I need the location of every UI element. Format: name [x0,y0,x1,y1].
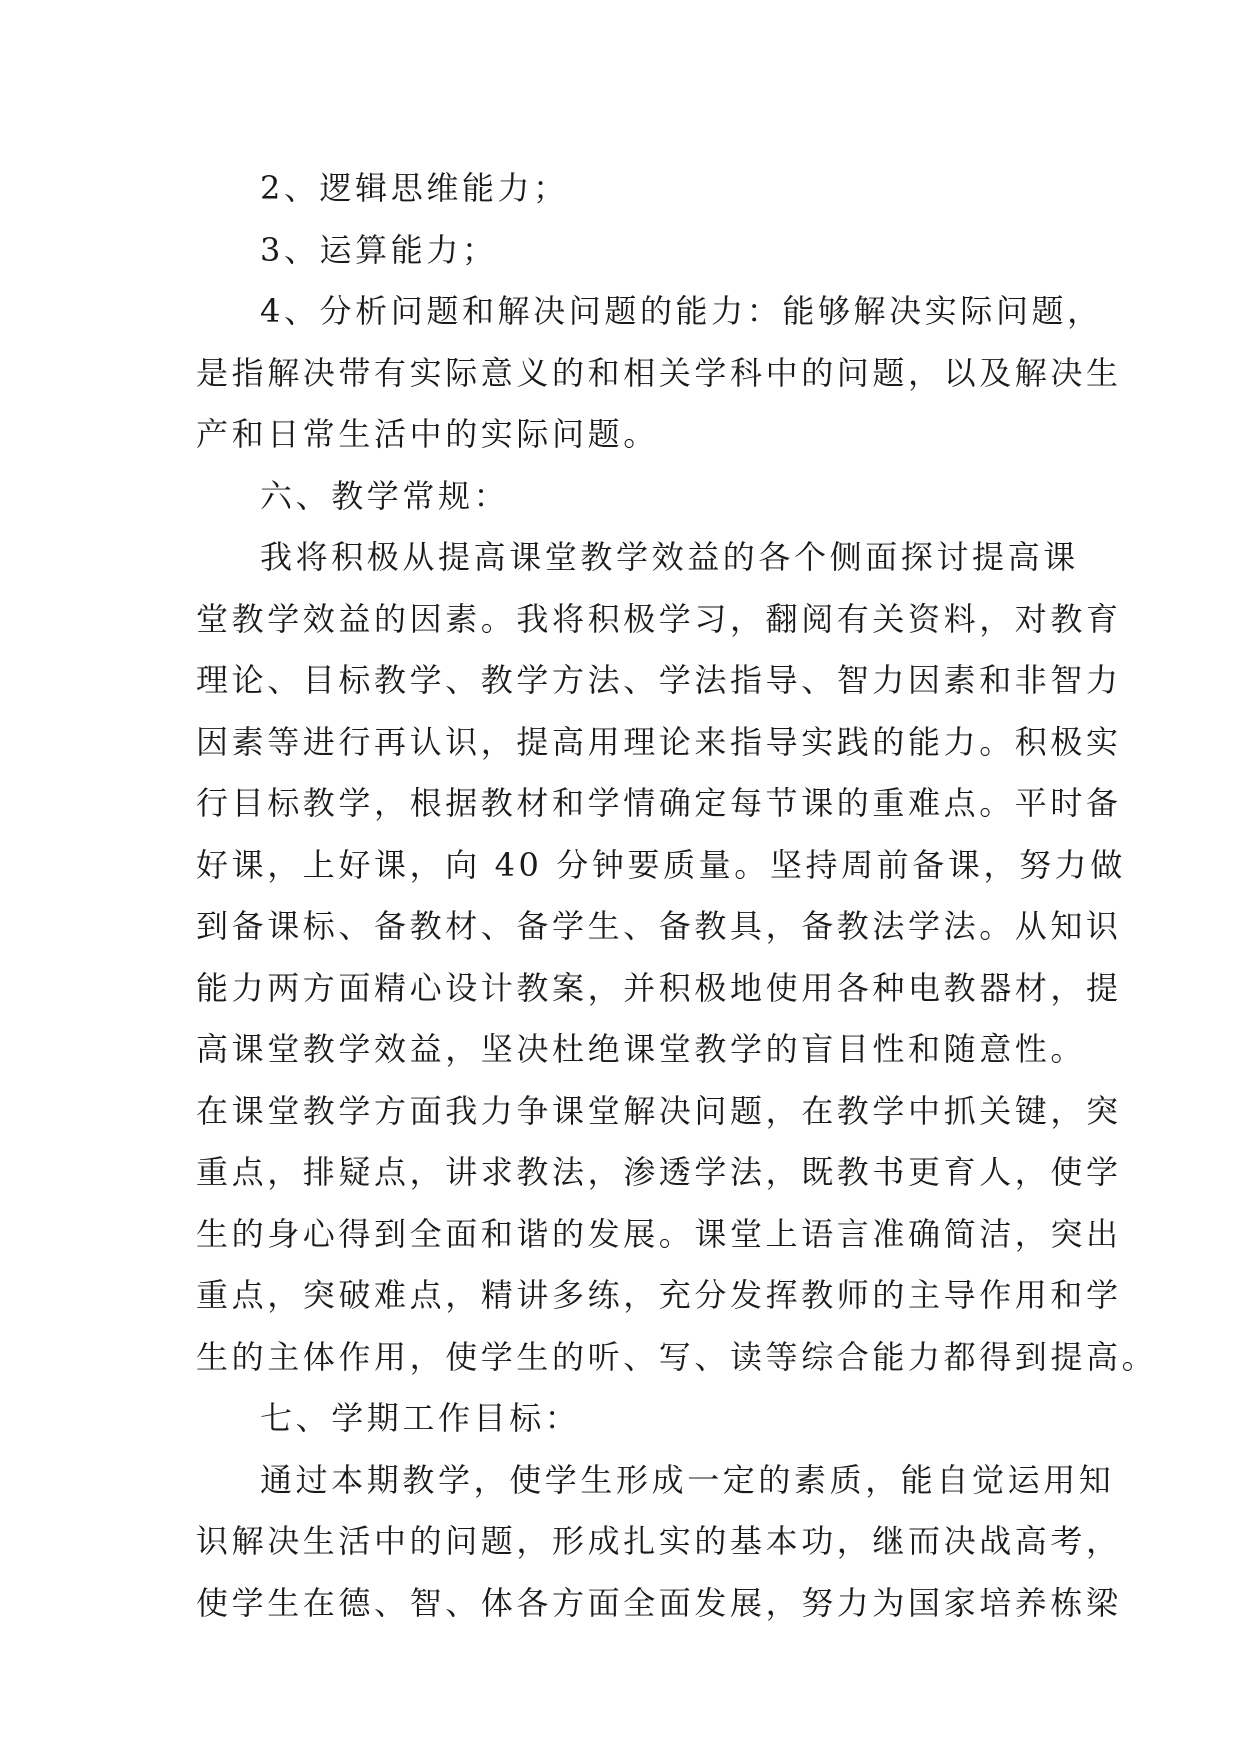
paragraph-line: 是指解决带有实际意义的和相关学科中的问题，以及解决生 [196,353,1122,392]
paragraph-line: 理论、目标教学、教学方法、学法指导、智力因素和非智力 [196,661,1122,699]
paragraph-line: 因素等进行再认识，提高用理论来指导实践的能力。积极实 [196,722,1122,761]
list-item-calculation: 3、运算能力； [260,230,498,269]
paragraph-line: 生的身心得到全面和谐的发展。课堂上语言准确简洁，突出 [196,1214,1122,1253]
paragraph-line: 重点，排疑点，讲求教法，渗透学法，既教书更育人，使学 [196,1153,1122,1191]
paragraph-line: 生的主体作用，使学生的听、写、读等综合能力都得到提高。 [196,1337,1158,1376]
section-heading-routine: 六、教学常规： [260,476,510,515]
paragraph-line: 在课堂教学方面我力争课堂解决问题，在教学中抓关键，突 [196,1091,1122,1130]
paragraph-line: 堂教学效益的因素。我将积极学习，翻阅有关资料，对教育 [196,599,1122,638]
paragraph-line: 重点，突破难点，精讲多练，充分发挥教师的主导作用和学 [196,1276,1122,1314]
paragraph-line: 到备课标、备教材、备学生、备教具，备教法学法。从知识 [196,907,1122,945]
paragraph-line: 行目标教学，根据教材和学情确定每节课的重难点。平时备 [196,784,1122,822]
paragraph-line: 高课堂教学效益，坚决杜绝课堂教学的盲目性和随意性。 [196,1030,1087,1068]
paragraph-line: 通过本期教学，使学生形成一定的素质，能自觉运用知 [260,1460,1115,1499]
body-text [196,158,1158,1634]
paragraph-line: 我将积极从提高课堂教学效益的各个侧面探讨提高课 [260,538,1079,576]
paragraph-line: 好课，上好课，向 40 分钟要质量。坚持周前备课，努力做 [196,845,1126,884]
paragraph-line: 能力两方面精心设计教案，并积极地使用各种电教器材，提 [196,968,1122,1007]
section-heading-goals: 七、学期工作目标： [260,1399,581,1437]
paragraph-line: 识解决生活中的问题，形成扎实的基本功，继而决战高考， [196,1522,1122,1560]
paragraph-line: 产和日常生活中的实际问题。 [196,415,659,453]
paragraph-line: 使学生在德、智、体各方面全面发展，努力为国家培养栋梁 [196,1583,1122,1622]
list-item-analysis: 4、分析问题和解决问题的能力：能够解决实际问题， [260,292,1103,330]
list-item-logic: 2、逻辑思维能力； [260,169,569,207]
